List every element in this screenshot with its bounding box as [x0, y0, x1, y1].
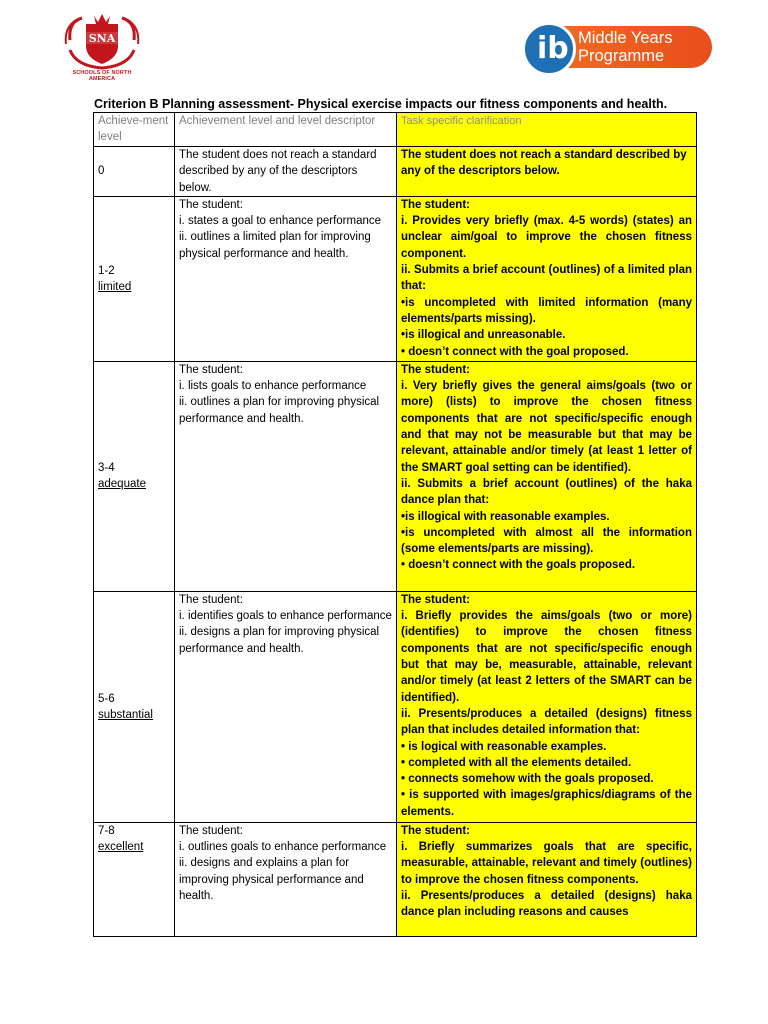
- ib-logo-text: ib: [537, 31, 569, 66]
- level-cell: [94, 822, 175, 936]
- clarification-line: •is illogical and unreasonable.: [401, 329, 566, 342]
- clarification-line: ii. Submits a brief account (outlines) of a limited plan that:: [401, 264, 692, 293]
- descriptor-line: The student:: [179, 198, 243, 211]
- header-achievement-level: Achieve-ment level: [94, 113, 175, 147]
- table-row: [94, 591, 697, 822]
- descriptor-cell: [175, 591, 397, 822]
- ib-line2: Programme: [578, 47, 665, 65]
- clarification-line: •is uncompleted with limited information (many elements/parts missing).: [401, 296, 692, 325]
- table-row: [94, 147, 697, 197]
- descriptor-line: i. identifies goals to enhance performance: [179, 610, 392, 623]
- descriptor-line: ii. designs and explains a plan for improving physical performance and health.: [179, 857, 364, 903]
- descriptor-line: The student:: [179, 593, 243, 606]
- ib-myp-logo: [522, 22, 712, 78]
- clarification-line: • connects somehow with the goals proposed.: [401, 773, 654, 786]
- clarification-cell: [397, 822, 697, 936]
- ib-circle-icon: [522, 22, 576, 76]
- clarification-cell: [397, 591, 697, 822]
- descriptor-line: The student does not reach a standard described by any of the descriptors below.: [179, 149, 377, 194]
- descriptor-cell: [175, 147, 397, 197]
- clarification-line: • is logical with reasonable examples.: [401, 740, 607, 753]
- level-score: 5-6: [98, 692, 115, 705]
- level-score: 0: [98, 165, 105, 178]
- level-score: 1-2: [98, 264, 115, 277]
- table-row: [94, 361, 697, 591]
- clarification-line: • completed with all the elements detailed.: [401, 756, 632, 769]
- level-score: 7-8: [98, 824, 115, 837]
- clarification-line: •is uncompleted with almost all the information (some elements/parts are missing).: [401, 526, 692, 556]
- clarification-line: The student does not reach a standard described by any of the descriptors below.: [401, 149, 687, 178]
- level-cell: [94, 591, 175, 822]
- clarification-line: i. Very briefly gives the general aims/goals (two or more) (lists) to improve the chosen fitness components that are not specific/specific enough and that may not be measurable but that may be relevant, attainable and/or timely (at least 1 letter of the SMART goal setting can be identified).: [401, 380, 692, 474]
- clarification-line: ii. Presents/produces a detailed (designs) haka dance plan including reasons and causes: [401, 890, 692, 919]
- clarification-line: ii. Submits a brief account (outlines) of the haka dance plan that:: [401, 477, 692, 507]
- clarification-line: i. Briefly provides the aims/goals (two or more) (identifies) to improve the chosen fitness components that are not specific/specific enough but that may be, measurable, attainable, relevant and/or timely (at least 2 letters of the SMART can be identified).: [401, 610, 692, 704]
- descriptor-cell: [175, 361, 397, 591]
- clarification-line: The student:: [401, 198, 470, 211]
- clarification-cell: [397, 196, 697, 361]
- descriptor-line: i. outlines goals to enhance performance: [179, 841, 387, 854]
- header-row: [94, 113, 697, 147]
- level-cell: [94, 147, 175, 197]
- level-score: 3-4: [98, 462, 115, 475]
- table-row: [94, 822, 697, 936]
- level-name: adequate: [98, 478, 146, 491]
- descriptor-line: ii. outlines a limited plan for improving physical performance and health.: [179, 231, 371, 260]
- document-title: Criterion B Planning assessment- Physical exercise impacts our fitness components and health.: [94, 97, 668, 111]
- sna-logo-caption: SCHOOLS OF NORTH AMERICA: [72, 70, 132, 82]
- sna-logo: [62, 10, 142, 80]
- clarification-line: • is supported with images/graphics/diagrams of the elements.: [401, 789, 692, 818]
- clarification-line: i. Provides very briefly (max. 4-5 words) (states) an unclear aim/goal to improve the chosen fitness component.: [401, 215, 692, 260]
- clarification-line: • doesn’t connect with the goal proposed.: [401, 345, 629, 358]
- clarification-line: The student:: [401, 593, 470, 606]
- level-cell: [94, 196, 175, 361]
- clarification-line: The student:: [401, 824, 470, 837]
- descriptor-line: i. states a goal to enhance performance: [179, 215, 382, 228]
- header-clarification: Task specific clarification: [397, 113, 697, 147]
- clarification-line: ii. Presents/produces a detailed (designs) fitness plan that includes detailed information that:: [401, 707, 692, 737]
- ib-line1: Middle Years: [578, 29, 673, 47]
- level-name: limited: [98, 280, 132, 293]
- clarification-cell: [397, 361, 697, 591]
- descriptor-cell: [175, 822, 397, 936]
- clarification-line: The student:: [401, 363, 470, 376]
- rubric-table: [93, 112, 697, 937]
- clarification-line: • doesn’t connect with the goals proposed.: [401, 559, 636, 572]
- descriptor-cell: [175, 196, 397, 361]
- descriptor-line: ii. outlines a plan for improving physical performance and health.: [179, 396, 380, 425]
- descriptor-line: ii. designs a plan for improving physical performance and health.: [179, 626, 380, 655]
- clarification-cell: [397, 147, 697, 197]
- sna-logo-text: SNA: [88, 32, 116, 45]
- clarification-line: i. Briefly summarizes goals that are specific, measurable, attainable, relevant and timely (outlines) to improve the chosen fitness components.: [401, 841, 692, 886]
- descriptor-line: The student:: [179, 363, 243, 376]
- table-row: [94, 196, 697, 361]
- level-cell: [94, 361, 175, 591]
- level-name: excellent: [98, 841, 144, 854]
- level-name: substantial: [98, 708, 153, 721]
- header-descriptor: Achievement level and level descriptor: [175, 113, 397, 147]
- descriptor-line: The student:: [179, 824, 243, 837]
- descriptor-line: i. lists goals to enhance performance: [179, 380, 367, 393]
- clarification-line: •is illogical with reasonable examples.: [401, 510, 610, 523]
